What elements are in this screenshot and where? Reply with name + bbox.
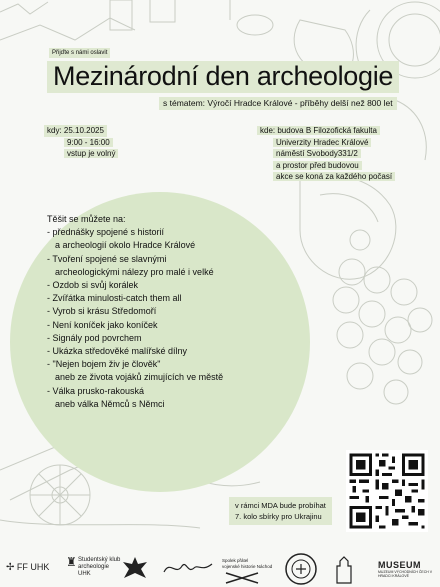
qr-code[interactable] bbox=[346, 450, 428, 532]
partner-logos bbox=[0, 548, 440, 587]
program-item: - Vyrob si krásu Středomoří bbox=[47, 306, 157, 317]
where-line-5: akce se koná za každého počasí bbox=[273, 172, 395, 181]
where-block bbox=[257, 125, 395, 183]
program-item: - Ukázka středověké malířské dílny bbox=[47, 346, 188, 357]
where-line-2: Univerzity Hradec Králové bbox=[273, 138, 371, 147]
tower-icon bbox=[334, 556, 354, 584]
ff-uhk-logo: ✢ FF UHK bbox=[6, 562, 50, 573]
entry-free: vstup je volný bbox=[64, 149, 118, 158]
program-item: aneb válka Němců s Němci bbox=[55, 398, 165, 409]
museum-logo: MUSEUM MUZEUM VÝCHODNÍCH ČECH V HRADCI KRÁLOVÉ bbox=[378, 560, 433, 578]
logo-mark-icon: ✢ bbox=[6, 562, 15, 573]
where-line-3: náměstí Svobody331/2 bbox=[273, 149, 361, 158]
subtitle: s tématem: Výročí Hradce Králové - příběhy delší než 800 let bbox=[159, 97, 397, 110]
program-item: - Zvířátka minulosti-catch them all bbox=[47, 293, 182, 304]
program-item: aneb ze života vojáků zimujících ve městě bbox=[55, 372, 224, 383]
eagle-emblem-icon bbox=[120, 554, 150, 584]
program-item: - "Nejen bojem živ je člověk" bbox=[47, 359, 161, 370]
where-line-1: kde: budova B Filozofická fakulta bbox=[257, 126, 380, 135]
program-item: - přednášky spojené s historií bbox=[47, 227, 165, 238]
program-item: archeologickými nálezy pro malé i velké bbox=[55, 266, 214, 277]
kicker-text: Přijďte s námi oslavit bbox=[49, 48, 110, 58]
crossed-swords-icon bbox=[222, 571, 262, 585]
date: kdy: 25.10.2025 bbox=[44, 125, 107, 137]
figure-icon: ♜ bbox=[66, 555, 77, 569]
program-item: - Válka prusko-rakouská bbox=[47, 385, 145, 396]
note-line-2: 7. kolo sbírky pro Ukrajinu bbox=[235, 512, 322, 521]
program-item: - Není koníček jako koníček bbox=[47, 319, 158, 330]
time: 9:00 - 16:00 bbox=[64, 138, 113, 147]
note-line-1: v rámci MDA bude probíhat bbox=[235, 501, 326, 510]
program-item: - Ozdob si svůj korálek bbox=[47, 280, 139, 291]
where-line-4: a prostor před budovou bbox=[273, 161, 362, 170]
round-seal-icon bbox=[284, 552, 318, 586]
when-block bbox=[44, 125, 118, 160]
program-item: - Tvoření spojené se slavnými bbox=[47, 253, 167, 264]
page-title: Mezinárodní den archeologie bbox=[47, 61, 399, 93]
spolek-logo: Spolek přátel vojenské historie Náchod bbox=[222, 558, 272, 585]
program-item: a archeologií okolo Hradce Králové bbox=[55, 240, 196, 251]
signature-logo bbox=[162, 558, 214, 580]
klub-logo: ♜ Studentský klub archeologie UHK bbox=[66, 555, 121, 577]
program-item: - Signály pod povrchem bbox=[47, 332, 142, 343]
program-list bbox=[47, 213, 223, 411]
program-heading: Těšit se můžete na: bbox=[47, 214, 126, 224]
ukraine-collection-note bbox=[229, 497, 332, 525]
